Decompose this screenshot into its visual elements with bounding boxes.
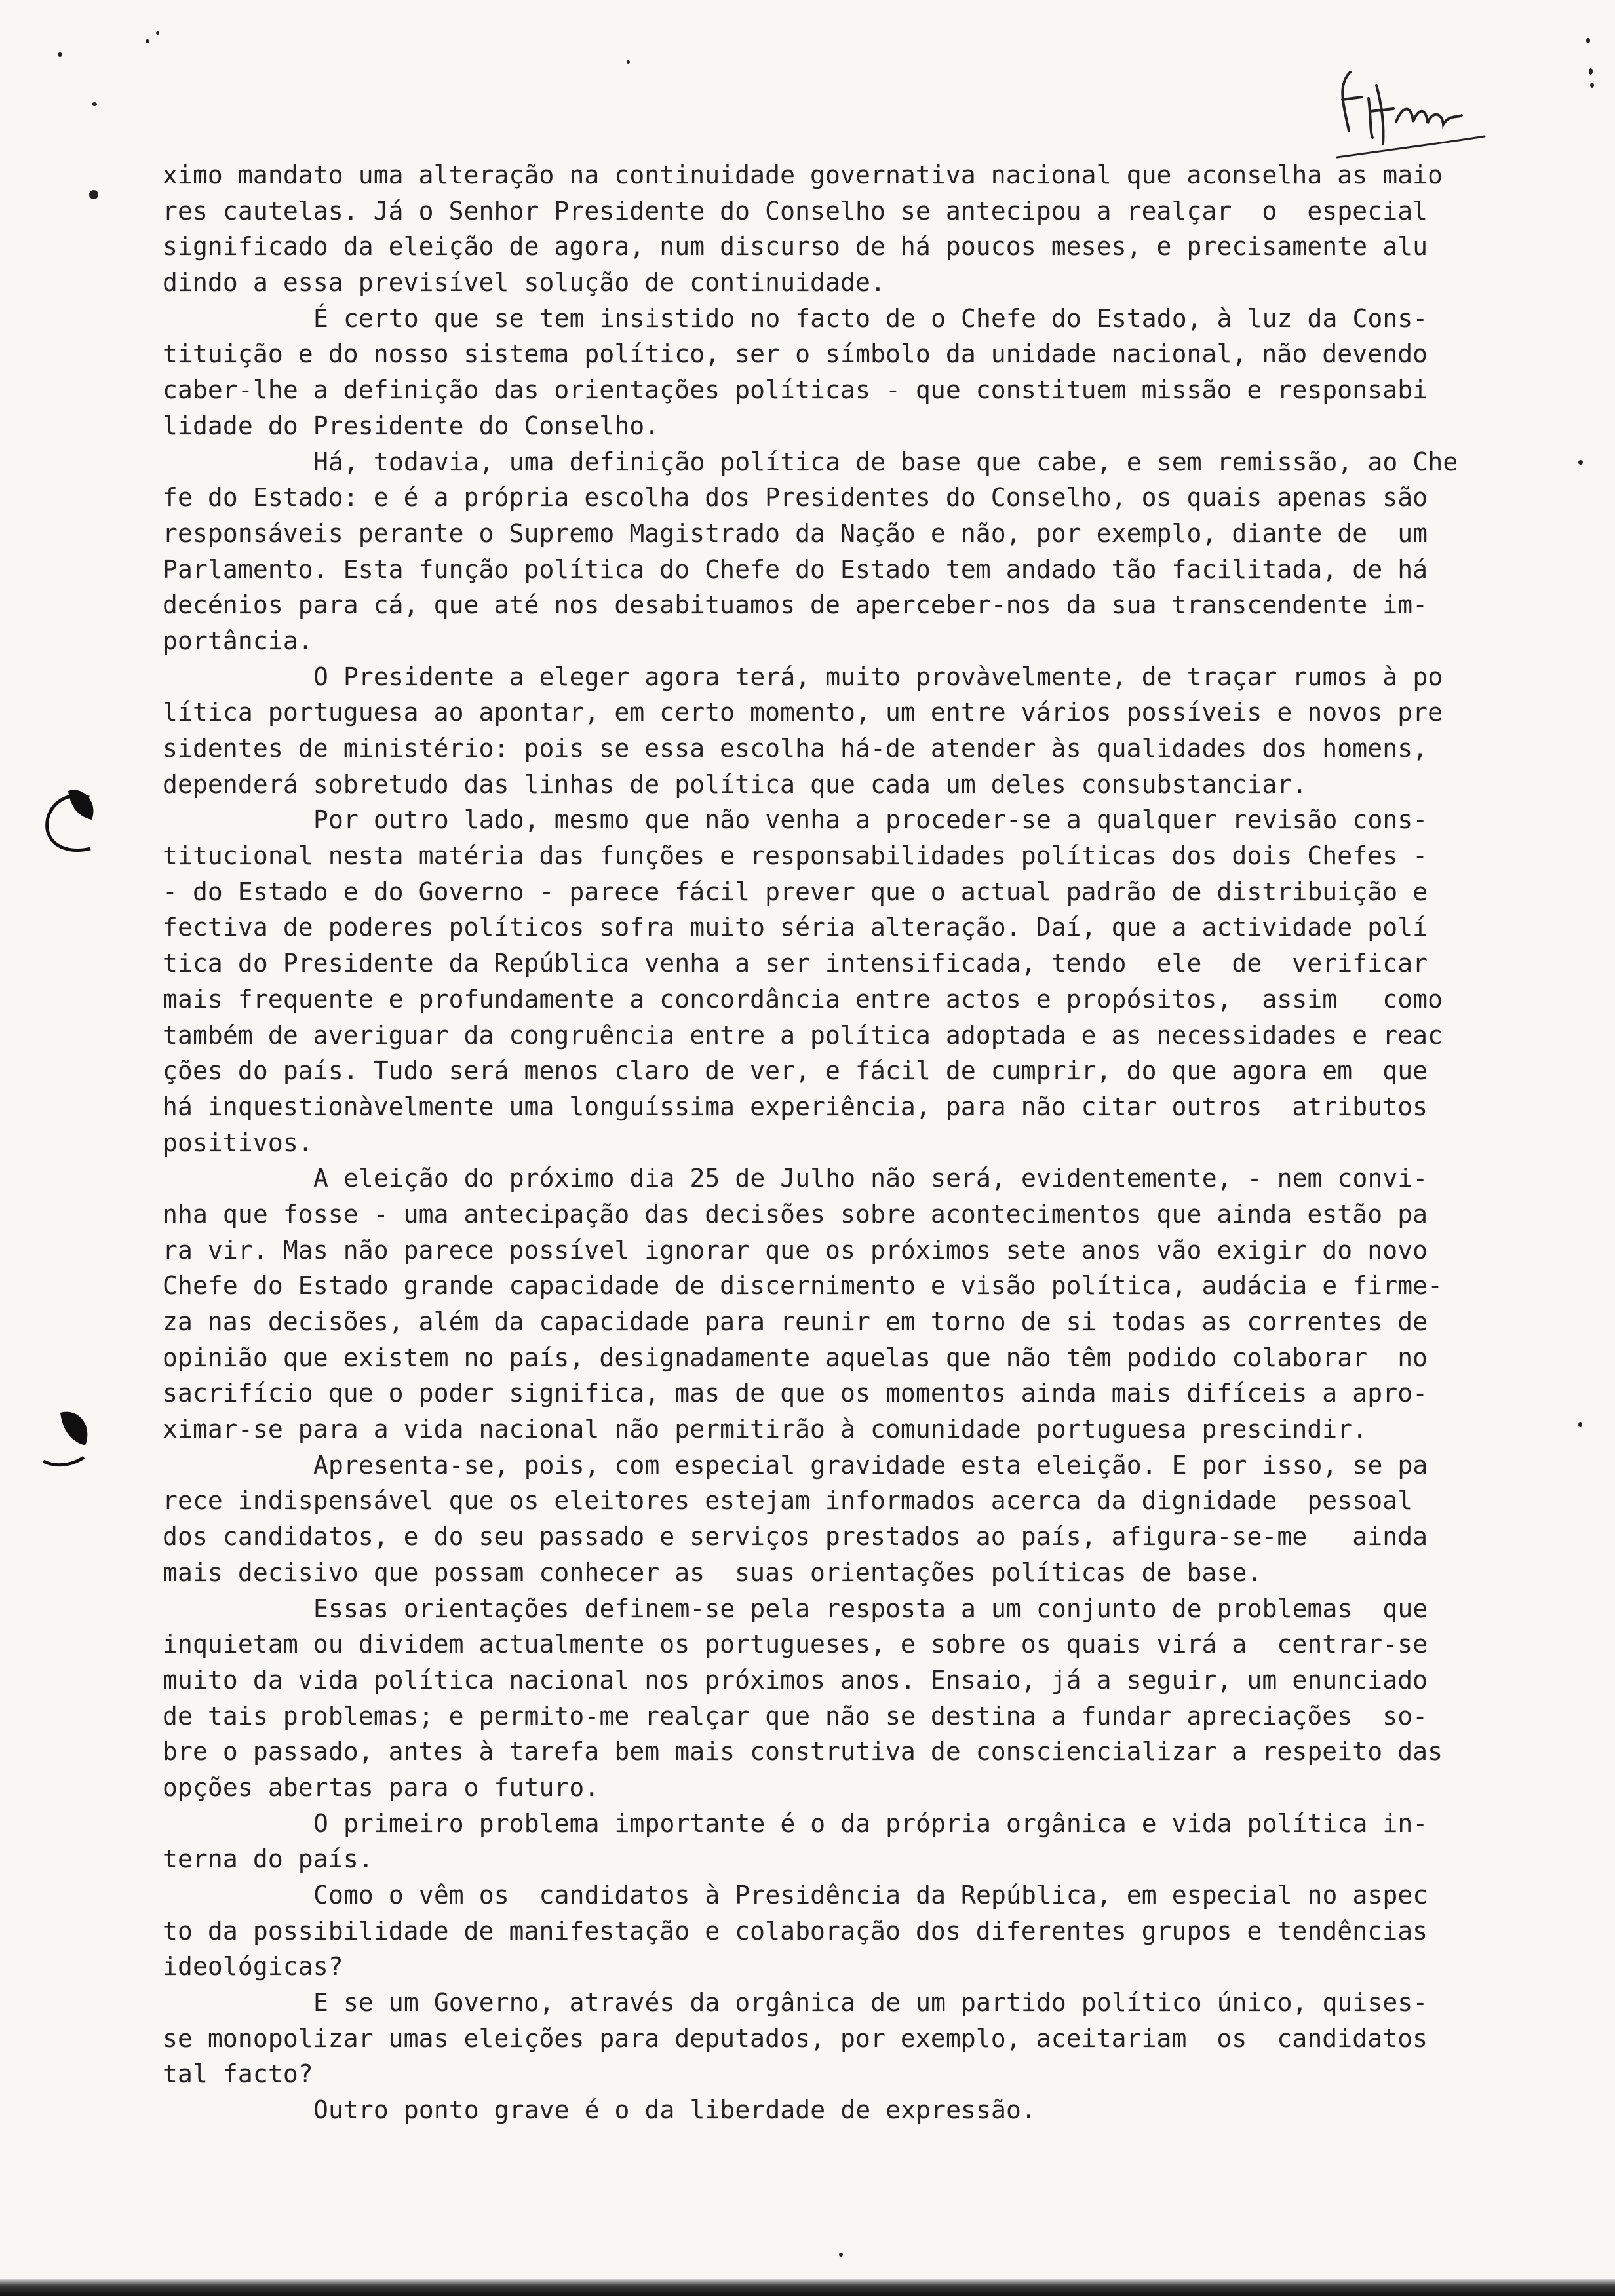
body-line: decénios para cá, que até nos desabituamos de aperceber-nos da sua transcendente im- [163,590,1428,620]
body-line: fe do Estado: e é a própria escolha dos Presidentes do Conselho, os quais apenas são [163,483,1428,512]
punch-hole [30,1402,89,1474]
body-line: lítica portuguesa ao apontar, em certo momento, um entre vários possíveis e novos pre [163,698,1443,727]
body-line: za nas decisões, além da capacidade para reunir em torno de si todas as correntes de [163,1307,1428,1336]
body-line: Chefe do Estado grande capacidade de discernimento e visão política, audácia e firme- [163,1271,1443,1301]
body-line: mais decisivo que possam conhecer as suas orientações políticas de base. [163,1558,1262,1587]
scan-bottom-edge [0,2279,1615,2296]
body-line: caber-lhe a definição das orientações políticas - que constituem missão e responsabi [163,375,1428,405]
body-line: fectiva de poderes políticos sofra muito séria alteração. Daí, que a actividade polí [163,913,1428,942]
body-line: responsáveis perante o Supremo Magistrado da Nação e não, por exemplo, diante de um [163,518,1428,548]
body-line: dos candidatos, e do seu passado e serviços prestados ao país, afigura-se-me ainda [163,1522,1428,1552]
scan-speck [156,31,159,35]
body-line: mais frequente e profundamente a concordância entre actos e propósitos, assim como [163,984,1443,1014]
body-line: bre o passado, antes à tarefa bem mais construtiva de consciencializar a respeito das [163,1737,1443,1767]
punch-hole [38,783,97,855]
body-line: de tais problemas; e permito-me realçar que não se destina a fundar apreciações so- [163,1701,1428,1731]
body-line: sidentes de ministério: pois se essa escolha há-de atender às qualidades dos homens, [163,734,1428,763]
body-line: ra vir. Mas não parece possível ignorar que os próximos sete anos vão exigir do novo [163,1235,1428,1265]
body-line: nha que fosse - uma antecipação das decisões sobre acontecimentos que ainda estão pa [163,1199,1428,1229]
paragraph-start-line: É certo que se tem insistido no facto de o Chefe do Estado, à luz da Cons- [313,303,1428,333]
body-line: Parlamento. Esta função política do Chefe do Estado tem andado tão facilitada, de há [163,554,1428,584]
paragraph-start-line: E se um Governo, através da orgânica de um partido político único, quises- [313,1988,1428,2018]
scan-speck [58,52,62,57]
scan-speck [89,190,98,199]
body-line: significado da eleição de agora, num discurso de há poucos meses, e precisamente alu [163,232,1428,261]
scan-speck [839,2253,843,2257]
scan-speck [627,60,630,64]
body-line: também de averiguar da congruência entre a política adoptada e as necessidades e reac [163,1020,1443,1050]
handwritten-signature [1331,59,1488,164]
scan-speck [1578,1422,1582,1427]
body-line: dependerá sobretudo das linhas de política que cada um deles consubstanciar. [163,769,1308,799]
scan-speck [92,102,97,106]
typewritten-body [163,157,1473,2128]
paragraph-start-line: Há, todavia, uma definição política de base que cabe, e sem remissão, ao Che [313,447,1458,476]
paragraph-start-line: O primeiro problema importante é o da própria orgânica e vida política in- [313,1808,1428,1838]
body-line: sacrifício que o poder significa, mas de que os momentos ainda mais difíceis a apro- [163,1379,1428,1408]
scan-speck [146,39,149,43]
body-line: positivos. [163,1128,313,1157]
paragraph-start-line: Apresenta-se, pois, com especial gravidade esta eleição. E por isso, se pa [313,1450,1428,1480]
body-line: dindo a essa previsível solução de continuidade. [163,268,885,297]
body-line: opções abertas para o futuro. [163,1772,600,1802]
body-line: titucional nesta matéria das funções e responsabilidades políticas dos dois Chefes - [163,841,1428,871]
body-line: ximar-se para a vida nacional não permitirão à comunidade portuguesa prescindir. [163,1415,1368,1444]
scan-speck [1590,83,1594,88]
paragraph-start-line: O Presidente a eleger agora terá, muito provàvelmente, de traçar rumos à po [313,662,1443,691]
paragraph-start-line: A eleição do próximo dia 25 de Julho não será, evidentemente, - nem convi- [313,1164,1428,1193]
body-line: to da possibilidade de manifestação e colaboração dos diferentes grupos e tendências [163,1916,1428,1945]
body-line: há inquestionàvelmente uma longuíssima experiência, para não citar outros atributos [163,1092,1428,1121]
body-line: tal facto? [163,2059,313,2089]
body-line: terna do país. [163,1845,374,1874]
body-line: ções do país. Tudo será menos claro de ver, e fácil de cumprir, do que agora em que [163,1056,1428,1086]
paragraph-start-line: Como o vêm os candidatos à Presidência da República, em especial no aspec [313,1881,1428,1909]
body-line: lidade do Presidente do Conselho. [163,411,660,440]
scan-speck [1578,460,1583,465]
body-line: opinião que existem no país, designadamente aquelas que não têm podido colaborar no [163,1343,1428,1372]
body-line: se monopolizar umas eleições para deputados, por exemplo, aceitariam os candidatos [163,2023,1428,2053]
body-line: rece indispensável que os eleitores estejam informados acerca da dignidade pessoal [163,1486,1413,1516]
body-line: inquietam ou dividem actualmente os portugueses, e sobre os quais virá a centrar-se [163,1630,1428,1659]
scan-speck [1589,68,1593,75]
body-line: muito da vida política nacional nos próximos anos. Ensaio, já a seguir, um enunciado [163,1665,1428,1694]
paragraph-start-line: Por outro lado, mesmo que não venha a proceder-se a qualquer revisão cons- [313,805,1428,835]
body-line: ximo mandato uma alteração na continuidade governativa nacional que aconselha as maio [163,161,1443,189]
scan-speck [1586,38,1590,43]
paragraph-start-line: Outro ponto grave é o da liberdade de expressão. [313,2095,1036,2125]
body-line: tica do Presidente da República venha a ser intensificada, tendo ele de verificar [163,949,1428,978]
body-line: res cautelas. Já o Senhor Presidente do Conselho se antecipou a realçar o especial [163,196,1428,225]
body-line: portância. [163,626,313,655]
body-line: - do Estado e do Governo - parece fácil prever que o actual padrão de distribuição e [163,877,1428,906]
body-line: ideológicas? [163,1952,343,1981]
body-line: tituição e do nosso sistema político, ser o símbolo da unidade nacional, não devendo [163,339,1428,369]
paragraph-start-line: Essas orientações definem-se pela resposta a um conjunto de problemas que [313,1594,1428,1623]
